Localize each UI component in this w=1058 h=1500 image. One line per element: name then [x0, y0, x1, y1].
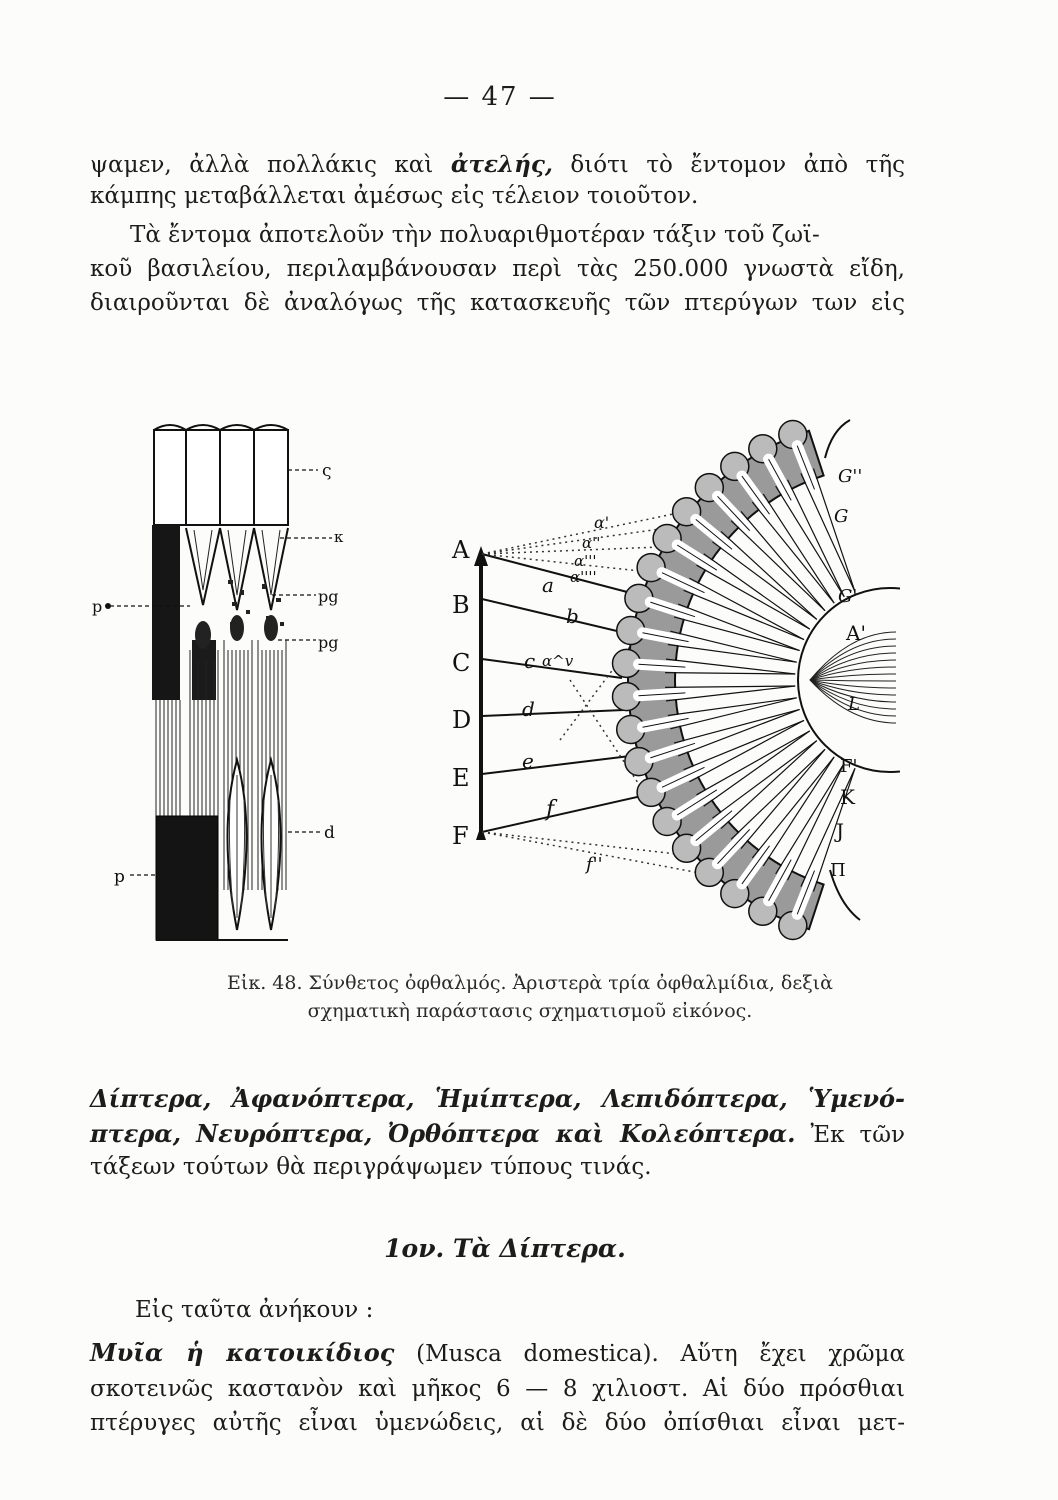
label-G: G [834, 506, 849, 527]
section-heading: 1ον. Τὰ Δίπτερα. [384, 1234, 626, 1263]
label-F1: F' [840, 756, 858, 777]
intro-line: Εἰς ταῦτα ἀνήκουν : [135, 1297, 374, 1323]
orders-line: πτερα, Νευρόπτερα, Ὀρθόπτερα καὶ Κολεόπτερα. Ἐκ τῶν [90, 1119, 906, 1148]
ommatidium-fiber [674, 617, 800, 651]
ommatidium-fiber [704, 554, 810, 629]
paragraph-line: διαιροῦνται δὲ ἀναλόγως τῆς κατασκευῆς τῶν πτερύγων των εἰς [90, 290, 905, 316]
ommatidium-fiber [684, 720, 804, 769]
ray-alpha-1: α' [594, 513, 610, 532]
label-G2: G'' [838, 466, 863, 487]
label-C: C [452, 649, 471, 677]
paragraph-line: κοῦ βασιλείου, περιλαμβάνουσαν περὶ τὰς 250.000 γνωστὰ εἴδη, [90, 256, 905, 282]
ray-alpha-3: α''' [574, 552, 597, 570]
ray-alpha-2: α'' [582, 534, 601, 552]
orders-line: τάξεων τούτων θὰ περιγράψωμεν τύπους τινάς. [90, 1154, 652, 1180]
paragraph-line: Μυῖα ἡ κατοικίδιος (Musca domestica). Αὕτη ἔχει χρῶμα [90, 1338, 906, 1367]
ray-f-double: f'' [586, 854, 603, 875]
species-name: Μυῖα ἡ κατοικίδιος [90, 1338, 395, 1367]
label-k: κ [334, 528, 344, 546]
compound-eye-figure [90, 370, 900, 950]
label-B: B [452, 591, 470, 619]
paragraph-line: Τὰ ἔντομα ἀποτελοῦν τὴν πολυαριθμοτέραν τάξιν τοῦ ζωϊ- [130, 222, 820, 248]
ommatidium-fiber [763, 494, 834, 603]
page-number: — 47 — [443, 82, 557, 112]
ommatidium-fiber [801, 473, 855, 591]
label-K: K [840, 785, 855, 809]
ommatidium-fiber [668, 698, 797, 716]
label-J: J [836, 819, 845, 843]
label-D: D [452, 706, 472, 734]
ray-d: d [522, 697, 535, 721]
label-E: E [452, 764, 470, 792]
ommatidium-fiber [763, 757, 834, 866]
ommatidium-fiber [776, 486, 845, 597]
ommatidia-drawing [92, 425, 344, 940]
label-L: L [848, 694, 860, 715]
orders-line: Δίπτερα, Ἀφανόπτερα, Ἡμίπτερα, Λεπιδόπτερα, Ὑμενό- [90, 1084, 906, 1113]
label-A: A [452, 536, 470, 564]
figure-caption-line: Εἰκ. 48. Σύνθετος ὀφθαλμός. Ἀριστερὰ τρία ὀφθαλμίδια, δεξιὰ [227, 972, 833, 994]
ommatidium-fiber [684, 590, 804, 639]
label-p-lower: p [114, 867, 125, 887]
ray-a: a [542, 573, 554, 597]
compound-eye-section [613, 421, 901, 940]
label-F: F [452, 822, 469, 850]
label-A1: A' [846, 621, 866, 645]
ommatidium-fiber [788, 480, 845, 597]
ray-alpha-4: α'''' [570, 568, 597, 586]
label-s: ς [322, 461, 332, 481]
ray-c: c [524, 649, 536, 673]
ommatidium-fiber [665, 673, 795, 674]
ray-f: f [546, 797, 555, 822]
paragraph-line: σκοτεινῶς καστανὸν καὶ μῆκος 6 — 8 χιλιοστ. Αἱ δύο πρόσθιαι [90, 1376, 905, 1402]
ray-e: e [522, 749, 534, 773]
label-p-upper: p [92, 597, 103, 616]
bold-term: ἀτελής, [450, 151, 553, 178]
ommatidium-fiber [674, 709, 800, 743]
ommatidium-fiber [776, 763, 845, 874]
paragraph-line: πτέρυγες αὐτῆς εἶναι ὑμενώδεις, αἱ δὲ δύο ὀπίσθιαι εἶναι μετ- [90, 1410, 905, 1436]
ommatidium-fiber [665, 686, 795, 687]
ray-alpha-5: α^v [542, 652, 574, 670]
ommatidium-fiber [704, 731, 810, 806]
label-G1: G' [838, 586, 858, 607]
paragraph-line: ψαμεν, ἀλλὰ πολλάκις καὶ ἀτελής, διότι τὸ ἔντομον ἀπὸ τῆς [90, 151, 905, 178]
label-pg-2: pg [318, 633, 339, 652]
label-pg-1: pg [318, 587, 339, 606]
label-d: d [324, 823, 335, 843]
paragraph-line: κάμπης μεταβάλλεται ἀμέσως εἰς τέλειον τοιοῦτον. [90, 183, 699, 209]
ray-b: b [566, 604, 579, 628]
ommatidium-fiber [668, 645, 797, 663]
label-Pi: Π [830, 860, 846, 881]
image-formation-diagram [451, 420, 900, 940]
figure-caption-line: σχηματικὴ παράστασις σχηματισμοῦ εἰκόνος. [307, 1000, 753, 1022]
